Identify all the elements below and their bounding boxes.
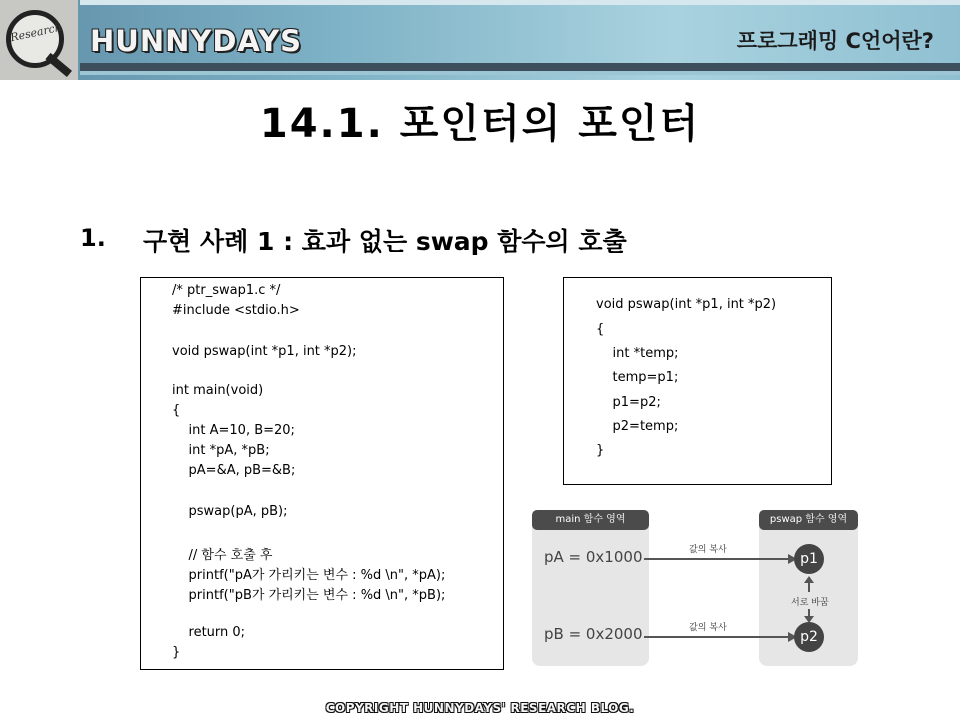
code-line: pA=&A, pB=&B; bbox=[172, 463, 296, 478]
brand-name: HUNNYDAYS bbox=[90, 24, 302, 58]
code-line: void pswap(int *p1, int *p2) bbox=[596, 297, 777, 312]
header-dark-band bbox=[80, 63, 960, 71]
swap-label: 서로 바꿈 bbox=[791, 598, 829, 608]
slide-title: 14.1. 포인터의 포인터 bbox=[259, 101, 701, 147]
magnifier-handle bbox=[45, 53, 72, 77]
code-line: return 0; bbox=[172, 625, 246, 640]
copy-label: 값의 복사 bbox=[689, 545, 727, 555]
code-line: int *pA, *pB; bbox=[172, 443, 270, 458]
code-line: } bbox=[172, 645, 181, 660]
code-line: // 함수 호출 후 bbox=[172, 548, 273, 563]
code-line: pswap(pA, pB); bbox=[172, 504, 288, 519]
copy-arrow-line bbox=[644, 636, 790, 638]
pswap-area-header: pswap 함수 영역 bbox=[759, 510, 858, 530]
code-line: p2=temp; bbox=[596, 419, 679, 434]
swap-arrow-down-head bbox=[804, 616, 814, 623]
code-line: { bbox=[172, 403, 181, 418]
code-line: int A=10, B=20; bbox=[172, 423, 295, 438]
pointer-swap-diagram bbox=[532, 510, 858, 666]
header-banner bbox=[0, 0, 960, 80]
code-line: p1=p2; bbox=[596, 395, 661, 410]
copy-arrow-line bbox=[644, 558, 790, 560]
code-line: { bbox=[596, 322, 605, 337]
code-line: printf("pA가 가리키는 변수 : %d \n", *pA); bbox=[172, 568, 446, 583]
header-subtitle: 프로그래밍 C언어란? bbox=[736, 29, 934, 53]
copyright-footer: COPYRIGHT HUNNYDAYS' RESEARCH BLOG. bbox=[325, 701, 635, 715]
section-number: 1. bbox=[80, 224, 106, 252]
header-top-line bbox=[80, 0, 960, 5]
code-line: int main(void) bbox=[172, 383, 264, 398]
code-line: #include <stdio.h> bbox=[172, 303, 300, 318]
copy-label: 값의 복사 bbox=[689, 623, 727, 633]
pA-value: pA = 0x1000 bbox=[544, 548, 643, 566]
pswap-code-box bbox=[563, 277, 832, 485]
section-title: 구현 사례 1 : 효과 없는 swap 함수의 호출 bbox=[143, 227, 627, 256]
code-line: void pswap(int *p1, int *p2); bbox=[172, 344, 357, 359]
main-code-box bbox=[140, 277, 504, 670]
magnifier-logo-icon bbox=[0, 0, 78, 80]
pB-value: pB = 0x2000 bbox=[544, 625, 643, 643]
main-area-header: main 함수 영역 bbox=[532, 510, 649, 530]
p1-node: p1 bbox=[794, 544, 824, 574]
code-line: printf("pB가 가리키는 변수 : %d \n", *pB); bbox=[172, 588, 446, 603]
code-line: } bbox=[596, 443, 605, 458]
code-line: temp=p1; bbox=[596, 370, 679, 385]
code-line: /* ptr_swap1.c */ bbox=[172, 283, 281, 298]
logo-text: Research bbox=[9, 20, 63, 45]
swap-arrow-up-head bbox=[804, 576, 814, 583]
p2-node: p2 bbox=[794, 622, 824, 652]
header-light-band bbox=[80, 71, 960, 75]
code-line: int *temp; bbox=[596, 346, 679, 361]
